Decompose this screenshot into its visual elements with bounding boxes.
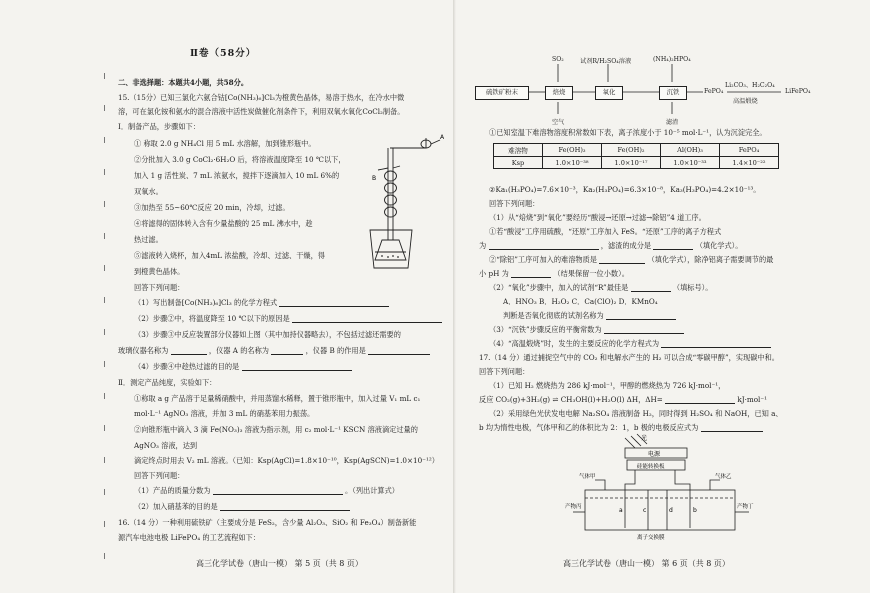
answer-blank[interactable] [701, 424, 763, 432]
text-line: AgNO₃ 溶液，达到 [134, 441, 198, 450]
label-gas-yi: 气体乙 [715, 474, 732, 480]
table-cell: 1.4×10⁻²² [720, 157, 779, 169]
table-header-cell: Fe(OH)₂ [602, 144, 661, 157]
answer-blank[interactable] [631, 284, 671, 292]
question-line [479, 241, 742, 250]
table-header-cell: FePO₄ [720, 144, 779, 157]
answer-blank[interactable] [489, 242, 599, 250]
question-line [503, 311, 676, 320]
flow-box-oxidation: 氧化 [595, 86, 623, 100]
page-footer: 高三化学试卷（唐山一模） 第 5 页（共 8 页） [196, 559, 363, 568]
text-line: 回答下列问题： [134, 283, 185, 292]
text-line: ②Ka₁(H₃PO₄)=7.6×10⁻³，Ka₂(H₃PO₄)=6.3×10⁻⁸，Ka₃(H₃PO₄)=4.2×10⁻¹³。 [489, 185, 761, 194]
text-line: 17.（14 分）通过捕捉空气中的 CO₂ 和电解水产生的 H₂ 可以合成“零碳甲醇”，实现碳中和。 [479, 353, 779, 362]
question-line [134, 314, 442, 323]
label-membrane-d: d [669, 507, 673, 514]
question-text: 反应 CO₂(g)+3H₂(g) ⇌ CH₃OH(l)+H₂O(l) ΔH，ΔH= [479, 395, 663, 404]
question-text: 。（列出计算式） [345, 486, 399, 495]
text-line: 源汽车电池电极 LiFePO₄ 的工艺流程如下： [118, 533, 260, 542]
text-line: ②分批加入 3.0 g CoCl₂·6H₂O 后，将溶液温度降至 10 ℃以下， [134, 155, 346, 164]
question-text: ，滤渣的成分是 [600, 241, 652, 250]
table-header-cell: Fe(OH)₃ [543, 144, 602, 157]
flow-box-ore-powder: 硫铁矿粉末 [475, 86, 529, 100]
answer-blank[interactable] [511, 270, 551, 278]
question-text: 为 [479, 241, 487, 250]
question-text: b 均为惰性电极，气体甲和乙的体积比为 2：1，b 极的电极反应式为 [479, 423, 699, 432]
question-line [118, 346, 430, 355]
flow-label-residue: 滤渣 [666, 119, 679, 126]
ksp-table [493, 143, 779, 169]
text-line: ①若“酸浸”工序用硫酸，“还原”工序加入 FeS。“还原”工序的离子方程式 [489, 227, 722, 236]
question-text: （4）步骤④中趁热过滤的目的是 [134, 362, 240, 371]
text-line: Ⅰ．制备产品，步骤如下： [118, 122, 200, 131]
answer-blank[interactable] [171, 347, 207, 355]
table-cell: 1.0×10⁻³⁸ [543, 157, 602, 169]
label-membrane-c: c [643, 507, 647, 514]
question-line [489, 255, 773, 264]
text-line: （2）采用绿色光伏发电电解 Na₂SO₄ 溶液制备 H₂，同时得到 H₂SO₄ 和 NaOH，已知 a、 [489, 409, 783, 418]
text-line: 双氧水。 [134, 187, 163, 196]
question-line [489, 283, 712, 292]
label-electrode-b: b [693, 507, 697, 514]
label-a: A [440, 134, 445, 141]
text-line: 加入 1 g 活性炭、7 mL 浓氨水，搅拌下逐滴加入 10 mL 6%的 [134, 171, 340, 180]
text-line: Ⅱ．测定产品纯度，实验如下： [118, 378, 217, 387]
table-header-cell: 难溶物 [494, 144, 543, 157]
flow-label-calcination: 高温煅烧 [733, 98, 758, 105]
text-line: mol·L⁻¹ AgNO₃ 溶液，并加 3 mL 的硝基苯用力振荡。 [134, 409, 315, 418]
question-line [134, 486, 399, 495]
answer-blank[interactable] [604, 326, 684, 334]
flow-box-iron-precipitation: 沉铁 [659, 86, 687, 100]
question-line [134, 502, 350, 511]
table-row [494, 144, 779, 157]
right-page [455, 0, 870, 593]
question-text: （结果保留一位小数）。 [553, 269, 629, 278]
answer-blank[interactable] [271, 347, 303, 355]
question-text: （填化学式），除净铝离子需要调节的最 [647, 255, 774, 264]
text-line: ①已知室温下难溶物溶度积常数如下表，离子浓度小于 10⁻⁵ mol·L⁻¹，认为沉淀完全。 [489, 128, 767, 137]
question-text: ，仪器 B 的作用是 [305, 346, 366, 355]
answer-blank[interactable] [665, 396, 735, 404]
text-line: ③加热至 55~60℃反应 20 min，冷却，过滤。 [134, 203, 290, 212]
section-title: Ⅱ卷（58分） [190, 48, 257, 59]
question-text: ②“除铝”工序可加入的难溶物质是 [489, 255, 597, 264]
label-product-bing: 产物丙 [565, 504, 582, 510]
answer-blank[interactable] [292, 315, 442, 323]
question-text: 判断是否氧化彻底的试剂名称为 [503, 311, 604, 320]
question-line [134, 298, 389, 307]
answer-blank[interactable] [599, 256, 645, 264]
flow-label-air: 空气 [552, 119, 565, 126]
text-line: ④将滤得的固体转入含有少量盐酸的 25 mL 沸水中，趁 [134, 219, 313, 228]
flow-label-reagents: Li₂CO₃、H₂C₂O₄ [725, 82, 775, 89]
question-line [489, 325, 684, 334]
label-module: 硅能转换板 [637, 464, 665, 470]
text-line: ②向锥形瓶中滴入 3 滴 Fe(NO₃)₃ 溶液为指示剂，用 c₂ mol·L⁻¹ KSCN 溶液滴定过量的 [134, 425, 418, 434]
flow-label-lifepo4: LiFePO₄ [785, 88, 811, 95]
question-text: （2）加入硝基苯的目的是 [134, 502, 218, 511]
answer-blank[interactable] [242, 363, 352, 371]
text-line: 回答下列问题： [479, 367, 530, 376]
label-gas-jia: 气体甲 [579, 474, 596, 480]
question-text: ，仪器 A 的名称为 [208, 346, 269, 355]
table-cell: 1.0×10⁻¹⁷ [602, 157, 661, 169]
label-b: B [372, 175, 377, 182]
question-line [479, 423, 763, 432]
table-row [494, 157, 779, 169]
text-line: （3）步骤③中反应装置部分仪器如上图（其中加持仪器略去），不包括过滤还需要的 [134, 330, 401, 339]
question-line [479, 395, 767, 404]
table-cell: Ksp [494, 157, 543, 169]
text-line: ⑤滤液转入烧杯，加入4mL 浓盐酸，冷却、过滤、干燥，得 [134, 251, 325, 260]
question-text: kJ·mol⁻¹ [737, 395, 768, 404]
flow-label-reagent: 试剂R/H₂SO₄溶液 [580, 58, 632, 65]
text-line: A．HNO₃ B．H₂O₂ C．Ca(ClO)₂ D．KMnO₄ [503, 297, 658, 306]
question-text: （2）“氧化”步骤中，加入的试剂“R”最佳是 [489, 283, 629, 292]
text-line: 回答下列问题： [489, 199, 540, 208]
question-text: （4）“高温煅烧”时，发生的主要反应的化学方程式为 [489, 339, 660, 348]
text-line: 二、非选择题：本题共4小题，共58分。 [118, 78, 249, 87]
question-text: （1）产品的质量分数为 [134, 486, 211, 495]
answer-blank[interactable] [653, 242, 693, 250]
answer-blank[interactable] [220, 503, 350, 511]
flow-label-fepo4: FePO₄ [704, 88, 724, 95]
question-text: （1）写出制备[Co(NH₃)₆]Cl₃ 的化学方程式 [134, 298, 278, 307]
electrolysis-cell-diagram [565, 432, 765, 542]
text-line: 滴定终点时用去 V₂ mL 溶液。（已知：Ksp(AgCl)=1.8×10⁻¹⁰，Ksp(AgSCN)=1.0×10⁻¹²） [134, 456, 439, 465]
flow-label-phosphate: (NH₄)₂HPO₄ [653, 56, 691, 63]
page-footer: 高三化学试卷（唐山一模） 第 6 页（共 8 页） [563, 559, 730, 568]
text-line: 16.（14 分）一种利用硫铁矿（主要成分是 FeS₂，含少量 Al₂O₃、SiO₂ 和 Fe₃O₄）制备新能 [118, 518, 417, 527]
label-product-ding: 产物丁 [737, 504, 754, 510]
flow-label-so2: SO₂ [552, 56, 564, 63]
question-text: （2）步骤②中，将温度降至 10 ℃以下的原因是 [134, 314, 290, 323]
question-text: （填标号）。 [672, 283, 713, 292]
text-line: 回答下列问题： [134, 471, 185, 480]
text-line: 溶，可在氯化铵和氨水的混合溶液中活性炭做催化剂条件下，利用双氧水氧化CoCl₂制备。 [118, 107, 405, 116]
question-text: （3）“沉铁”步骤反应的平衡常数为 [489, 325, 602, 334]
label-ion-membrane: 离子交换膜 [637, 535, 665, 541]
text-line: 热过滤。 [134, 235, 163, 244]
answer-blank[interactable] [661, 340, 771, 348]
label-electrode-a: a [619, 507, 623, 514]
text-line: ① 称取 2.0 g NH₄Cl 用 5 mL 水溶解，加到锥形瓶中。 [134, 139, 316, 148]
question-line [134, 362, 352, 371]
text-line: （1）已知 H₂ 燃烧热为 286 kJ·mol⁻¹，甲醇的燃烧热为 726 kJ·mol⁻¹， [489, 381, 726, 390]
question-text: （填化学式）。 [695, 241, 743, 250]
text-line: 15.（15分）已知三氯化六氨合钴[Co(NH₃)₆]Cl₃为橙黄色晶体，易溶于热水，在冷水中微 [118, 93, 405, 102]
answer-blank[interactable] [279, 299, 389, 307]
question-line [489, 339, 771, 348]
answer-blank[interactable] [368, 347, 430, 355]
table-cell: 1.0×10⁻³³ [661, 157, 720, 169]
question-line [479, 269, 629, 278]
reflux-apparatus-diagram [360, 128, 450, 270]
text-line: （1）从“焙烧”到“氧化”要经历“酸浸→还原→过滤→除铝”4 道工序。 [489, 213, 706, 222]
label-light: 光 [641, 435, 648, 442]
answer-blank[interactable] [606, 312, 676, 320]
table-header-cell: Al(OH)₃ [661, 144, 720, 157]
flow-box-roasting: 焙烧 [545, 86, 573, 100]
question-text: 玻璃仪器名称为 [118, 346, 169, 355]
label-power: 电源 [648, 451, 661, 458]
answer-blank[interactable] [213, 487, 343, 495]
question-text: 小 pH 为 [479, 269, 509, 278]
text-line: ①称取 a g 产品溶于足量稀硝酸中，并用蒸馏水稀释，置于锥形瓶中，加入过量 V₁ mL c₁ [134, 394, 421, 403]
text-line: 到橙黄色晶体。 [134, 267, 185, 276]
